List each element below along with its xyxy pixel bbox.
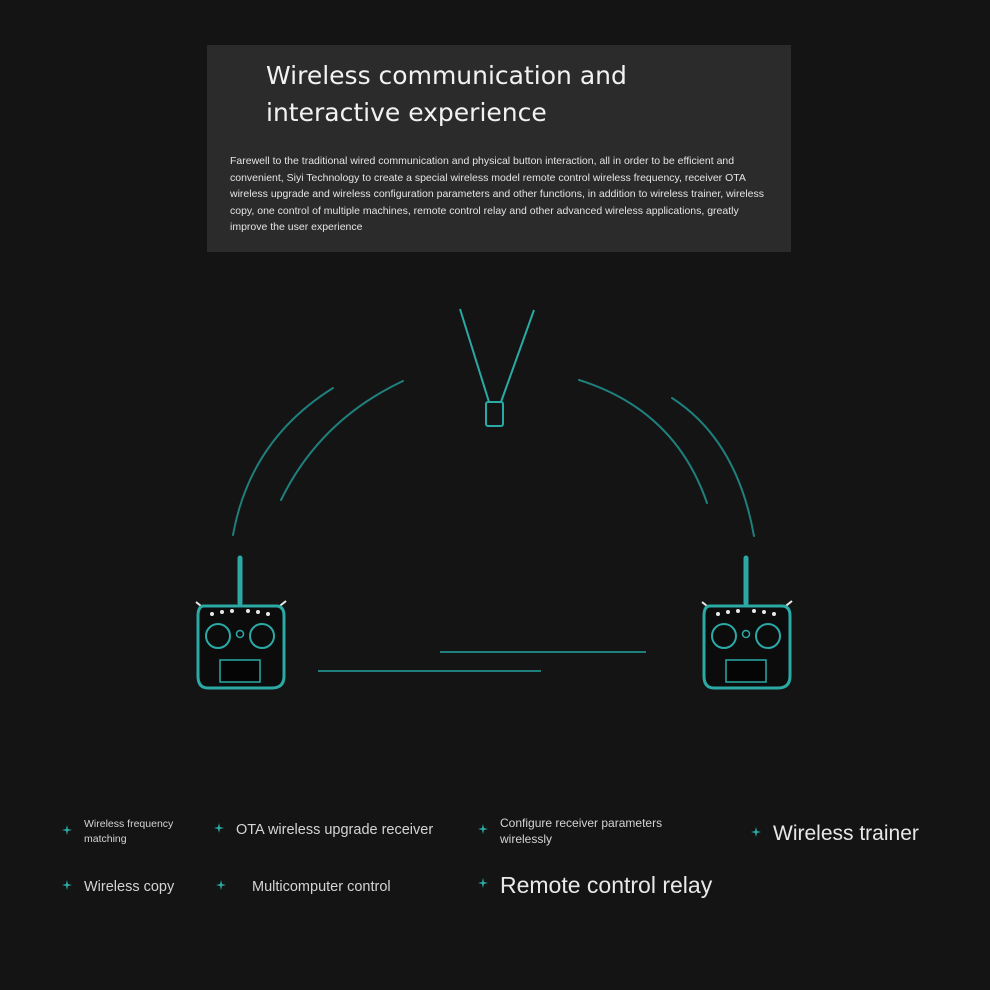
- page-description: Farewell to the traditional wired communication and physical button interaction, all in order to be efficient and convenient, Siyi Technology to create a special wireless model remote control wireless frequency, receiver OTA wireless upgrade and wireless configuration parameters and other functions, in addition to wireless trainer, wireless copy, one control of multiple machines, remote control relay and other advanced wireless applications, greatly improve the user experience: [230, 155, 765, 233]
- sparkle-bullet-icon: [62, 880, 76, 894]
- link-lines: [318, 652, 646, 671]
- sparkle-bullet-icon: [751, 827, 765, 841]
- feature-label: Wireless frequency matching: [84, 818, 174, 845]
- right-remote-controller-icon: [702, 558, 792, 688]
- header-panel: [207, 45, 791, 252]
- receiver-antenna-icon: [460, 309, 534, 426]
- feature-item: [62, 878, 174, 896]
- feature-label: Remote control relay: [500, 872, 713, 898]
- sparkle-bullet-icon: [478, 824, 492, 838]
- feature-label: Wireless trainer: [773, 822, 919, 845]
- feature-label: Configure receiver parameters wirelessly: [500, 816, 663, 846]
- feature-item: [216, 878, 391, 896]
- feature-item: [751, 821, 919, 847]
- signal-arcs: [233, 380, 754, 536]
- feature-item: [214, 821, 433, 839]
- page-title: Wireless communication and interactive experience: [266, 61, 627, 127]
- feature-item: [478, 815, 690, 847]
- feature-item: [478, 871, 712, 899]
- feature-label: Multicomputer control: [252, 879, 391, 895]
- wireless-diagram: [0, 280, 990, 720]
- sparkle-bullet-icon: [478, 878, 492, 892]
- sparkle-bullet-icon: [214, 823, 228, 837]
- sparkle-bullet-icon: [216, 880, 230, 894]
- left-remote-controller-icon: [196, 558, 286, 688]
- feature-item: [62, 817, 192, 847]
- feature-label: Wireless copy: [84, 879, 175, 895]
- feature-label: OTA wireless upgrade receiver: [236, 822, 434, 838]
- sparkle-bullet-icon: [62, 825, 76, 839]
